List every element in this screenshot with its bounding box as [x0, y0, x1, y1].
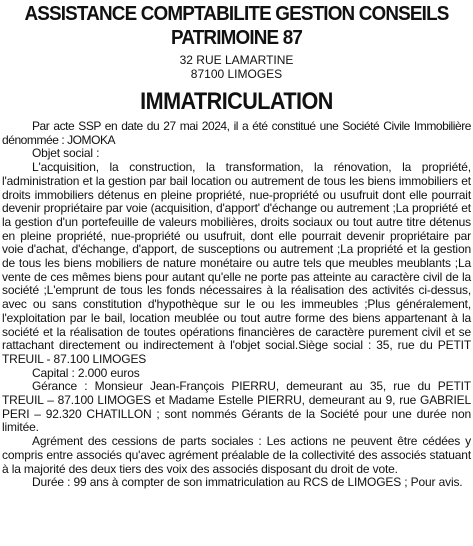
company-name: ASSISTANCE COMPTABILITE GESTION CONSEILS [24, 2, 449, 25]
section-title: IMMATRICULATION [140, 88, 333, 115]
paragraph-capital: Capital : 2.000 euros [32, 365, 140, 380]
paragraph-constitution: Par acte SSP en date du 27 mai 2024, il a été constitué une Société Civile Immobilière dénommée : JOMOKA [2, 119, 471, 147]
address-city: 87100 LIMOGES [190, 67, 283, 81]
company-address [2, 53, 471, 81]
company-name-line2: PATRIMOINE 87 [170, 26, 303, 49]
paragraph-objet-label: Objet social : [32, 146, 100, 161]
paragraph-agrement: Agrément des cessions de parts sociales : Les actions ne peuvent être cédées y compris entre associés qu'avec agrément préalable de la collectivité des associés statuant à la majorité des deux tiers des voix des associés disposant du droit de vote. [2, 434, 471, 476]
paragraph-objet-social: L'acquisition, la construction, la transformation, la rénovation, la propriété, l'administration et la gestion par bail location ou autrement de tous les biens immobiliers et droits immobiliers détenus en pleine propriété, nue-propriété ou usufruit dont elle pourrait devenir propriétaire par voie (acquisition, d'apport' d'échange ou autrement ;La propriété et la gestion d'un portefeuille de valeurs mobilières, droits sociaux ou tout autre titre détenus en pleine propriété, nue-propriété ou usufruit, dont elle pourrait devenir propriétaire par voie d'achat, d'échange, d'apport, de susceptions ou autrement ;La propriété et la gestion de tous les biens mobiliers de nature monétaire ou autre tels que meubles meublants ;La vente de ces mêmes biens pour autant qu'elle ne porte pas atteinte au caractère civil de la société ;L'emprunt de tous les fonds nécessaires à la réalisation des activités ci-dessus, avec ou sans constitution d'hypothèque sur le ou les immeubles ;Plus généralement, l'exploitation par le bail, location meublée ou tout autre forme des biens appartenant à la société et la réalisation de toutes opérations financières de caractère purement civil et se rattachant directement ou indirectement à l'objet social.Siège social : 35, rue du PETIT TREUIL - 87.100 LIMOGES [2, 160, 471, 366]
paragraph-duree: Durée : 99 ans à compter de son immatriculation au RCS de LIMOGES ; Pour avis. [32, 475, 463, 490]
address-street: 32 RUE LAMARTINE [179, 53, 294, 67]
notice-body [2, 120, 471, 490]
paragraph-gerance: Gérance : Monsieur Jean-François PIERRU, demeurant au 35, rue du PETIT TREUIL – 87.100 LIMOGES et Madame Estelle PIERRU, demeurant au 9, rue GABRIEL PERI – 92.320 CHATILLON ; sont nommés Gérants de la Société pour une durée non limitée. [2, 379, 471, 435]
